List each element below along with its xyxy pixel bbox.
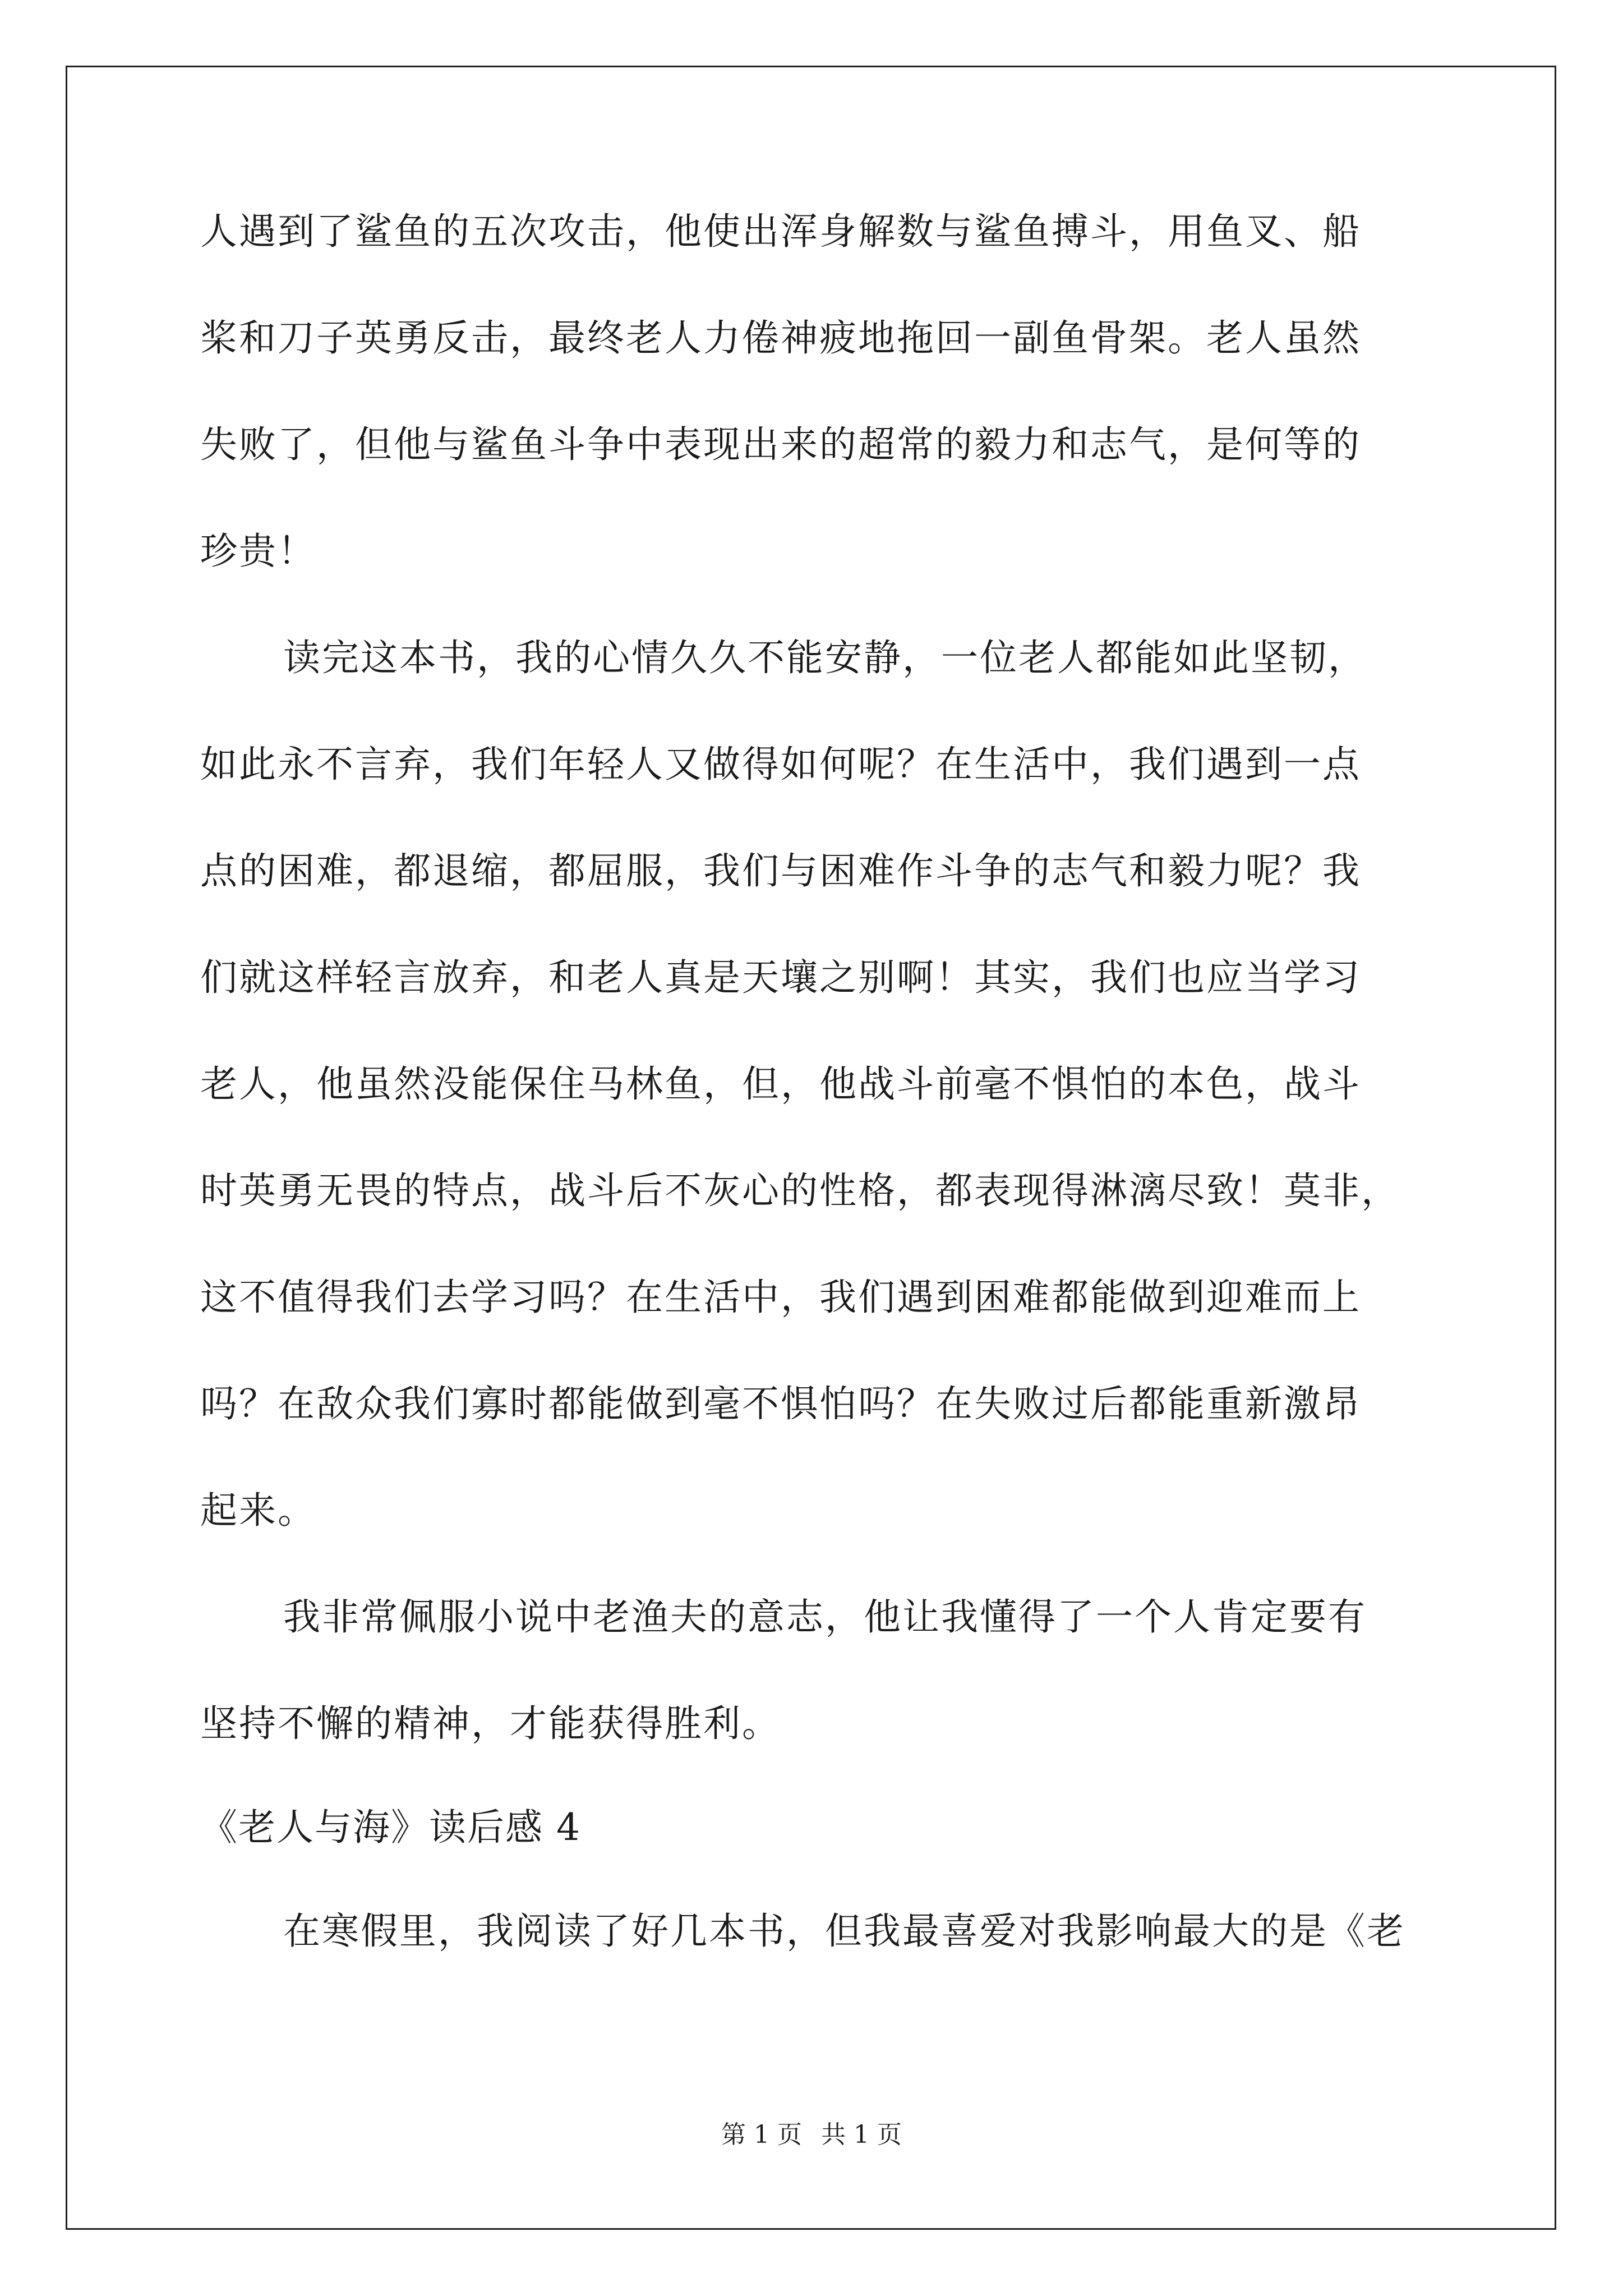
- text-line: 人遇到了鲨鱼的五次攻击，他使出浑身解数与鲨鱼搏斗，用鱼叉、船: [200, 210, 1361, 253]
- page-border: [66, 66, 1556, 2230]
- text-line: 珍贵！: [200, 530, 316, 573]
- text-line: 点的困难，都退缩，都屈服，我们与困难作斗争的志气和毅力呢？我: [200, 849, 1361, 892]
- text-line: 起来。: [200, 1489, 316, 1532]
- text-line: 如此永不言弃，我们年轻人又做得如何呢？在生活中，我们遇到一点: [200, 743, 1361, 786]
- text-line: 老人，他虽然没能保住马林鱼，但，他战斗前毫不惧怕的本色，战斗: [200, 1062, 1361, 1106]
- page-footer: [0, 2120, 1623, 2149]
- text-line: 时英勇无畏的特点，战斗后不灰心的性格，都表现得淋漓尽致！莫非，: [200, 1169, 1400, 1212]
- text-line: 吗？在敌众我们寡时都能做到毫不惧怕吗？在失败过后都能重新激昂: [200, 1382, 1361, 1425]
- paragraph-start-line: 读完这本书，我的心情久久不能安静，一位老人都能如此坚韧，: [283, 636, 1367, 679]
- page-number: 第 1 页: [721, 2120, 802, 2149]
- text-line: 们就这样轻言放弃，和老人真是天壤之别啊！其实，我们也应当学习: [200, 956, 1361, 999]
- paragraph-start-line: 我非常佩服小说中老渔夫的意志，他让我懂得了一个人肯定要有: [283, 1595, 1367, 1639]
- paragraph-start-line: 在寒假里，我阅读了好几本书，但我最喜爱对我影响最大的是《老: [283, 1910, 1405, 1953]
- text-line: 坚持不懈的精神，才能获得胜利。: [200, 1702, 781, 1745]
- section-heading: 《老人与海》读后感 4: [200, 1806, 581, 1849]
- text-line: 桨和刀子英勇反击，最终老人力倦神疲地拖回一副鱼骨架。老人虽然: [200, 316, 1361, 360]
- text-line: 失败了，但他与鲨鱼斗争中表现出来的超常的毅力和志气，是何等的: [200, 423, 1361, 466]
- page-total: 共 1 页: [821, 2120, 902, 2149]
- text-line: 这不值得我们去学习吗？在生活中，我们遇到困难都能做到迎难而上: [200, 1276, 1361, 1319]
